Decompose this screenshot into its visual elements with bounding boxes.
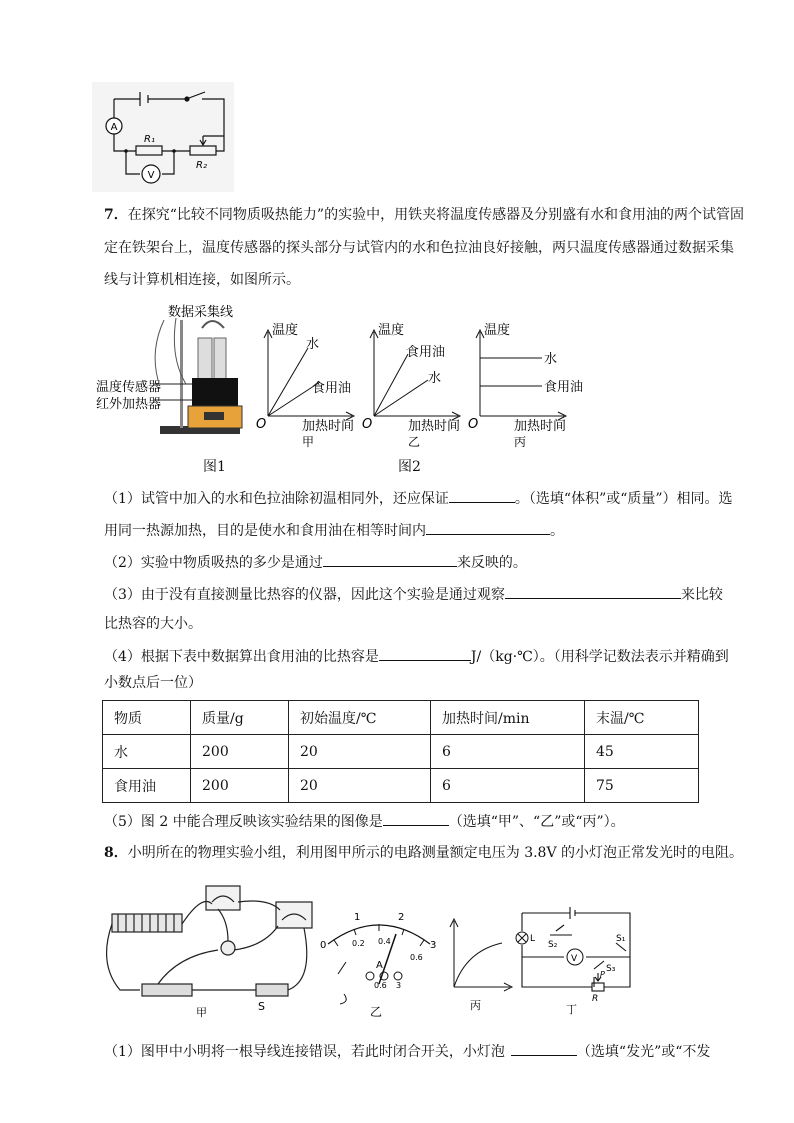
graph-jia-origin: O xyxy=(256,417,267,432)
q7-sub4-blank[interactable] xyxy=(379,646,471,661)
q7-sub3-line-2: 比热容的大小。 xyxy=(104,616,202,632)
r1-label: R₁ xyxy=(144,134,155,145)
q7-stem-text-1: 在探究“比较不同物质吸热能力”的实验中，用铁夹将温度传感器及分别盛有水和食用油的两个试管固 xyxy=(127,207,745,223)
q7-sub1-blank-2[interactable] xyxy=(426,520,550,535)
table-cell: 75 xyxy=(585,769,699,803)
ding-lamp-label: L xyxy=(530,934,536,944)
q7-sub5-text-b: （选填“甲”、“乙”或“丙”）。 xyxy=(448,814,625,830)
graph-yi-origin: O xyxy=(362,417,373,432)
q7-sub2-blank[interactable] xyxy=(323,552,457,567)
table-row xyxy=(103,735,699,769)
graph-jia-xlabel: 加热时间 xyxy=(302,419,355,434)
table-cell: 6 xyxy=(431,735,585,769)
graph-bing-bottom-label: 食用油 xyxy=(544,380,584,395)
q7-sub4-text-a: （4）根据下表中数据算出食用油的比热容是 xyxy=(104,649,379,665)
q7-sub5-line xyxy=(104,811,625,832)
dial-end-right: 3 xyxy=(430,940,437,951)
fig-jia-switch-label: S xyxy=(258,1000,265,1013)
dial-top-tick-2: 2 xyxy=(398,912,405,923)
graph-bing-top-label: 水 xyxy=(544,352,558,367)
table-header-cell: 物质 xyxy=(103,701,191,735)
fig1-apparatus xyxy=(94,300,244,440)
fig-bing-caption: 丙 xyxy=(470,999,481,1012)
fig-jia-physical-circuit xyxy=(98,880,320,1020)
fig2-graphs xyxy=(252,318,592,453)
table-header-cell: 初始温度/℃ xyxy=(289,701,431,735)
graph-jia-top-label: 水 xyxy=(306,337,320,352)
q8-sub1-text-a: （1）图甲中小明将一根导线连接错误，若此时闭合开关，小灯泡 xyxy=(104,1044,505,1060)
q7-sub1-text-d: 。 xyxy=(550,523,564,539)
q7-stem-line-2: 定在铁架台上，温度传感器的探头部分与试管内的水和色拉油良好接触，两只温度传感器通过数据采集 xyxy=(104,240,734,256)
dial-bottom-tick: 0.2 xyxy=(352,939,365,948)
graph-yi xyxy=(362,322,460,449)
graph-bing-name: 丙 xyxy=(514,435,527,449)
ding-s1-label: S₁ xyxy=(616,934,626,944)
table-header-cell: 加热时间/min xyxy=(431,701,585,735)
q7-sub1-text-a: （1）试管中加入的水和色拉油除初温相同外，还应保证 xyxy=(104,491,449,507)
table-cell: 200 xyxy=(191,769,289,803)
fig1-caption: 图1 xyxy=(203,459,226,475)
ding-s3-label: S₃ xyxy=(606,964,616,974)
table-header-row xyxy=(103,701,699,735)
graph-bing-ylabel: 温度 xyxy=(484,323,511,338)
graph-bing-xlabel: 加热时间 xyxy=(514,419,567,434)
q8-stem-text: 小明所在的物理实验小组，利用图甲所示的电路测量额定电压为 3.8V 的小灯泡正常发光时的电阻。 xyxy=(127,845,744,861)
q7-sub3-line-1 xyxy=(104,584,723,605)
q8-number: 8． xyxy=(104,845,128,861)
q7-sub1-blank-1[interactable] xyxy=(449,488,515,503)
table-cell: 45 xyxy=(585,735,699,769)
q7-sub2-line xyxy=(104,552,527,573)
q7-stem-line-3: 线与计算机相连接，如图所示。 xyxy=(104,272,300,288)
fig2-caption: 图2 xyxy=(398,459,421,475)
q7-sub4-line-2: 小数点后一位） xyxy=(104,675,202,691)
dial-unit: A xyxy=(376,960,383,971)
q7-sub5-text-a: （5）图 2 中能合理反映该实验结果的图像是 xyxy=(104,814,383,830)
fig1-heater-label: 红外加热器 xyxy=(96,397,162,412)
q8-sub1-text-b: （选填“发光”或“不发 xyxy=(576,1044,711,1060)
table-cell: 6 xyxy=(431,769,585,803)
fig1-sensor-label: 温度传感器 xyxy=(96,380,162,395)
graph-jia-ylabel: 温度 xyxy=(272,323,299,338)
dial-top-tick-1: 1 xyxy=(354,912,361,923)
q8-stem-line xyxy=(104,843,743,863)
table-header-cell: 末温/℃ xyxy=(585,701,699,735)
q8-sub1-line xyxy=(104,1041,710,1062)
q8-sub1-blank[interactable] xyxy=(511,1041,577,1056)
table-cell: 20 xyxy=(289,735,431,769)
table-row xyxy=(103,769,699,803)
dial-terminal-1: 0.6 xyxy=(374,981,387,990)
ammeter-label: A xyxy=(110,122,118,133)
fig1-cable-label: 数据采集线 xyxy=(168,305,234,320)
q7-sub3-text-a: （3）由于没有直接测量比热容的仪器，因此这个实验是通过观察 xyxy=(104,587,505,603)
graph-bing xyxy=(468,322,583,449)
graph-yi-top-label: 食用油 xyxy=(406,345,446,360)
q7-sub2-text-a: （2）实验中物质吸热的多少是通过 xyxy=(104,555,323,571)
ding-s2-label: S₂ xyxy=(548,940,558,950)
graph-bing-origin: O xyxy=(468,417,479,432)
q7-sub4-line-1 xyxy=(104,646,729,667)
q7-stem-line-1 xyxy=(104,205,744,225)
graph-jia-name: 甲 xyxy=(302,435,315,449)
q7-sub3-blank[interactable] xyxy=(505,584,681,599)
fig-bing-curve xyxy=(444,915,514,1015)
fig-yi-caption: 乙 xyxy=(370,1005,383,1019)
table-header-cell: 质量/g xyxy=(191,701,289,735)
fig-ding-caption: 丁 xyxy=(566,1003,577,1015)
fig-ding-schematic xyxy=(512,905,636,1015)
r2-label: R₂ xyxy=(196,160,207,171)
dial-terminal-2: 3 xyxy=(396,981,402,990)
graph-yi-xlabel: 加热时间 xyxy=(408,419,461,434)
voltmeter-label: V xyxy=(147,170,155,181)
top-circuit-diagram xyxy=(92,82,234,192)
q7-sub5-blank[interactable] xyxy=(383,811,449,826)
dial-bottom-tick: 0.4 xyxy=(378,937,391,946)
q7-sub2-text-b: 来反映的。 xyxy=(456,555,527,571)
data-table xyxy=(102,700,699,803)
graph-yi-ylabel: 温度 xyxy=(378,323,405,338)
q7-sub1-text-b: 。（选填“体积”或“质量”）相同。选 xyxy=(514,491,733,507)
fig-jia-caption: 甲 xyxy=(196,1006,207,1019)
table-cell: 200 xyxy=(191,735,289,769)
graph-jia xyxy=(256,322,354,449)
ding-p-label: P xyxy=(600,970,605,979)
graph-yi-bottom-label: 水 xyxy=(428,371,442,386)
ding-v-label: V xyxy=(571,954,578,964)
dial-end-left: 0 xyxy=(320,940,327,951)
table-cell: 食用油 xyxy=(103,769,191,803)
graph-jia-bottom-label: 食用油 xyxy=(312,381,352,396)
q7-number: 7． xyxy=(104,207,128,223)
q7-sub1-line-1 xyxy=(104,488,733,509)
q7-sub1-text-c: 用同一热源加热，目的是使水和食用油在相等时间内 xyxy=(104,523,426,539)
table-cell: 水 xyxy=(103,735,191,769)
q7-sub3-text-b: 来比较 xyxy=(680,587,723,603)
ding-r-label: R xyxy=(592,994,599,1004)
table-cell: 20 xyxy=(289,769,431,803)
dial-bottom-tick: 0.6 xyxy=(410,953,423,962)
q7-sub1-line-2 xyxy=(104,520,564,541)
q7-sub4-text-b: J/（kg·℃）。（用科学记数法表示并精确到 xyxy=(470,649,729,665)
fig-yi-ammeter-dial xyxy=(314,910,444,1022)
graph-yi-name: 乙 xyxy=(408,435,421,449)
